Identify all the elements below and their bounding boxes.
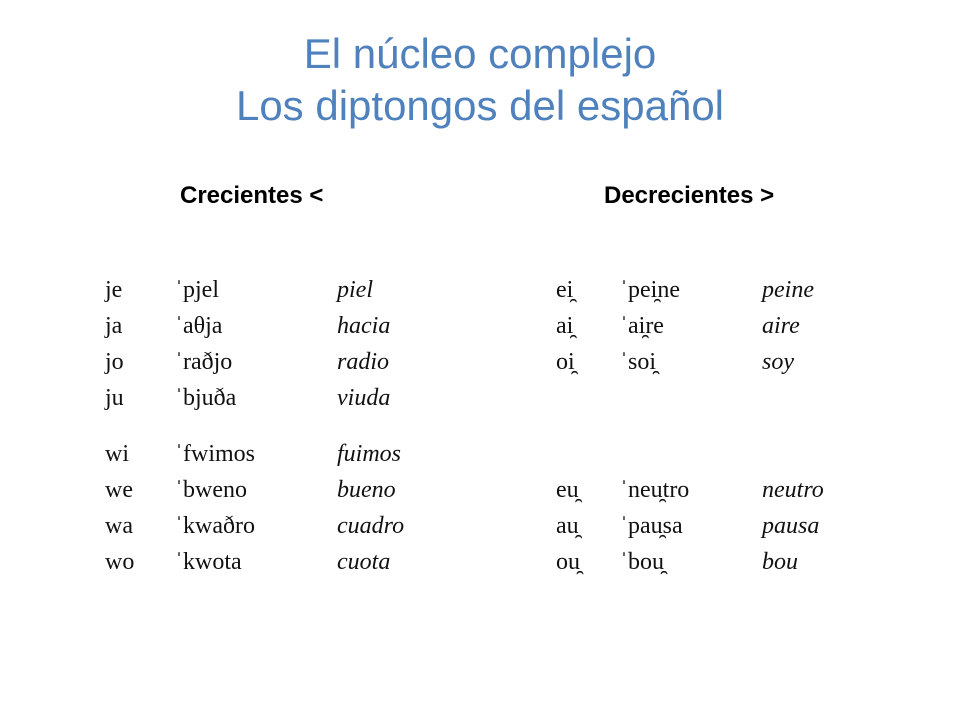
ipa-cell: ˈaθja [175,313,223,339]
table-crecientes [105,272,445,580]
diphthong-cell: jo [105,349,124,375]
diphthong-cell: wi [105,441,129,467]
ipa-cell: ˈbou̯ [620,549,664,575]
table-row [105,308,445,344]
word-cell: hacia [337,313,391,339]
ipa-cell: ˈfwimos [175,441,255,467]
word-cell: peine [762,277,814,303]
diphthong-cell: ja [105,313,123,339]
word-cell: pausa [762,513,820,539]
title-line-1: El núcleo complejo [303,30,657,77]
diphthong-cell: ei̯ [556,277,574,303]
table-row [105,472,445,508]
ipa-cell: ˈraðjo [175,349,233,375]
ipa-cell: ˈsoi̯ [620,349,656,375]
title-line-2: Los diptongos del español [235,82,725,129]
diphthong-cell: je [105,277,123,303]
word-cell: fuimos [337,441,402,467]
heading-crecientes: Crecientes < [180,182,324,209]
word-cell: bou [762,549,798,575]
ipa-cell: ˈbweno [175,477,247,503]
word-cell: bueno [337,477,396,503]
word-cell: aire [762,313,800,339]
diphthong-cell: oi̯ [556,349,575,375]
ipa-cell: ˈneu̯tro [620,477,690,503]
ipa-cell: ˈkwota [175,549,242,575]
word-cell: cuota [337,549,391,575]
word-cell: piel [337,277,373,303]
ipa-cell: ˈai̯re [620,313,664,339]
diphthong-cell: ju [105,385,124,411]
heading-decrecientes: Decrecientes > [604,182,775,209]
word-cell: cuadro [337,513,405,539]
table-row [105,344,445,380]
diphthong-cell: eu̯ [556,477,579,503]
table-row [105,272,445,308]
word-cell: soy [762,349,794,375]
table-row [556,272,856,308]
ipa-cell: ˈpau̯sa [620,513,683,539]
word-cell: neutro [762,477,824,503]
table-row [105,436,445,472]
diphthong-cell: ou̯ [556,549,580,575]
table-decrecientes [556,272,856,580]
diphthong-cell: ai̯ [556,313,574,339]
table-row [556,308,856,344]
slide-title [0,28,960,132]
diphthong-cell: we [105,477,133,503]
ipa-cell: ˈbjuða [175,385,237,411]
table-row [105,508,445,544]
ipa-cell: ˈpei̯ne [620,277,680,303]
word-cell: radio [337,349,390,375]
table-row [556,472,856,508]
table-row [105,544,445,580]
diphthong-cell: wa [105,513,133,539]
table-row [105,380,445,416]
word-cell: viuda [337,385,391,411]
table-row [556,508,856,544]
diphthong-cell: au̯ [556,513,579,539]
ipa-cell: ˈpjel [175,277,219,303]
table-row [556,544,856,580]
ipa-cell: ˈkwaðro [175,513,255,539]
table-row [556,344,856,380]
diphthong-cell: wo [105,549,135,575]
